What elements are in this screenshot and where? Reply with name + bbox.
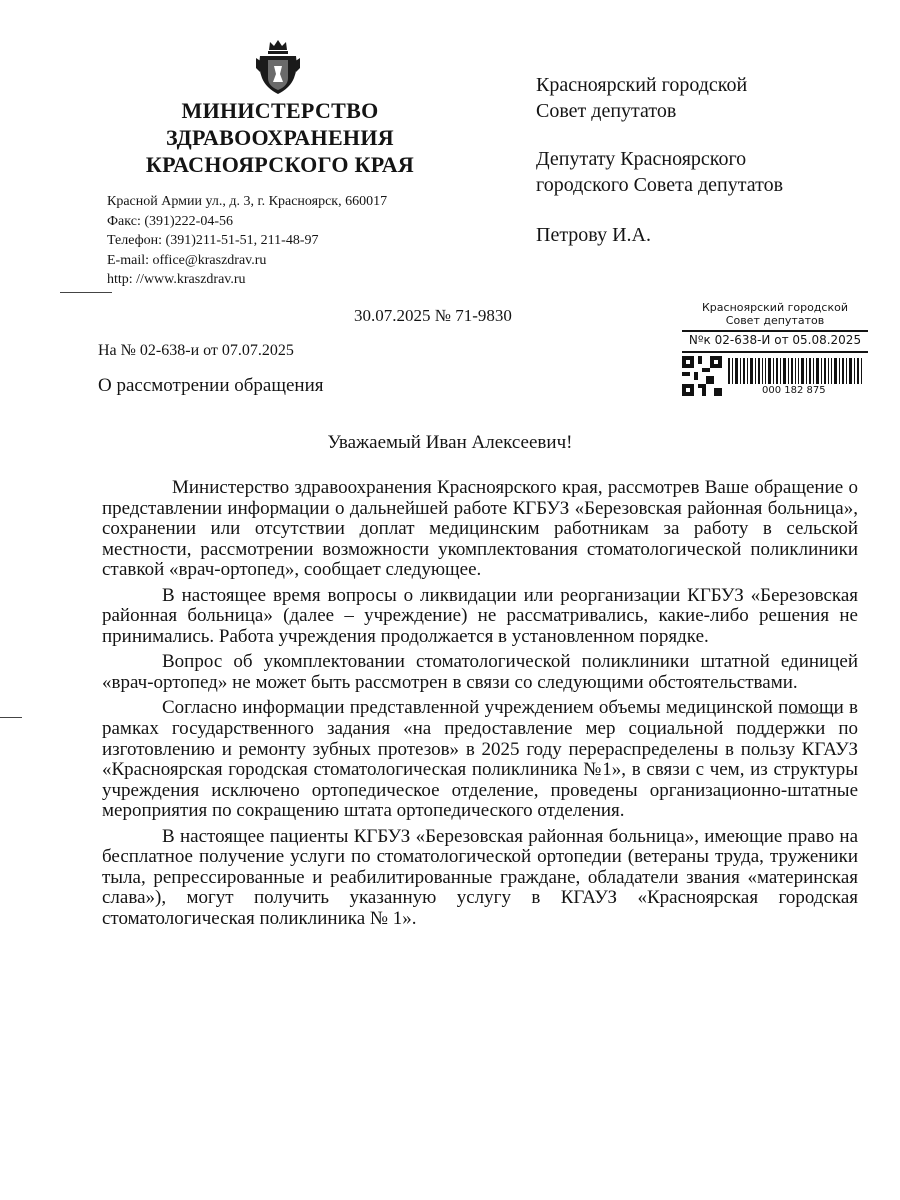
stamp-divider [682, 330, 868, 332]
sender-org-line: МИНИСТЕРСТВО [181, 98, 379, 123]
sender-org-name [110, 97, 450, 178]
addressee-org-line: Красноярский городской [536, 74, 748, 96]
sender-email: E-mail: office@kraszdrav.ru [107, 252, 267, 268]
addressee-position [536, 146, 783, 198]
body-paragraph: В настоящее время вопросы о ликвидации или реорганизации КГБУЗ «Березовская районная больница» (далее – учреждение) не рассматривались, какие-либо решения не принимались. Работа учреждения продолжается в установленном порядке. [102, 584, 858, 647]
stamp-org-line: Красноярский городской [702, 301, 848, 314]
sender-fax: Факс: (391)222-04-56 [107, 213, 233, 229]
sender-org-line: ЗДРАВООХРАНЕНИЯ [166, 125, 394, 150]
coat-of-arms-icon [256, 38, 300, 96]
addressee-organization [536, 72, 747, 124]
addressee-org-line: Совет депутатов [536, 100, 677, 122]
addressee-name: Петрову И.А. [536, 224, 651, 246]
sender-website: http: //www.kraszdrav.ru [107, 272, 246, 288]
body-paragraph: Вопрос об укомплектовании стоматологической поликлиники штатной единицей «врач-ортопед» не может быть рассмотрен в связи со следующими обстоятельствами. [102, 651, 858, 693]
sender-address: Красной Армии ул., д. 3, г. Красноярск, 660017 [107, 194, 388, 209]
registration-stamp [682, 301, 868, 411]
body-paragraph: Согласно информации представленной учреждением объемы медицинской помощи в рамках государственного задания «на предоставление мер социальной поддержки по изготовлению и ремонту зубных протезов» в 2025 году перераспределены в пользу КГАУЗ «Красноярская городская стоматологическая поликлиника №1», в связи с чем, из структуры учреждения исключено ортопедическое отделение, проведены организационно-штатные мероприятия по сокращению штата ортопедического отделения. [102, 697, 858, 822]
stamp-barcode-number: 000 182 875 [762, 385, 826, 396]
stamp-divider [682, 351, 868, 353]
stamp-org-line: Совет депутатов [725, 314, 825, 327]
sender-contacts [107, 192, 387, 290]
barcode-icon [728, 358, 862, 384]
sender-org-line: КРАСНОЯРСКОГО КРАЯ [145, 152, 415, 177]
stamp-registration: Nºк 02-638-И от 05.08.2025 [688, 333, 862, 347]
scan-mark [0, 717, 22, 718]
body-paragraph: В настоящее пациенты КГБУЗ «Березовская районная больница», имеющие право на бесплатное получение услуги по стоматологической ортопедии (ветераны труда, труженики тыла, репрессированные и реабилитированные граждане, обладатели звания «материнская слава»), могут получить указанную услугу в КГАУЗ «Красноярская городская стоматологическая поликлиника № 1». [102, 825, 858, 930]
scan-mark [60, 292, 112, 293]
qr-code-icon [682, 356, 722, 396]
document-date-number: 30.07.2025 № 71-9830 [354, 306, 512, 325]
reference-number: На № 02-638-и от 07.07.2025 [98, 342, 294, 359]
addressee-position-line: городского Совета депутатов [536, 174, 784, 196]
body-paragraph: Министерство здравоохранения Красноярского края, рассмотрев Ваше обращение о представлении информации о дальнейшей работе КГБУЗ «Березовская районная больница», сохранении или отсутствии доплат медицинским работникам за работу в сельской местности, рассмотрении возможности укомплектования стоматологической поликлиники ставкой «врач-ортопед», сообщает следующее. [102, 477, 858, 581]
sender-phone: Телефон: (391)211-51-51, 211-48-97 [107, 233, 319, 249]
letter-body [102, 478, 858, 934]
document-subject: О рассмотрении обращения [98, 375, 324, 396]
greeting: Уважаемый Иван Алексеевич! [327, 432, 573, 453]
addressee-position-line: Депутату Красноярского [536, 148, 747, 170]
